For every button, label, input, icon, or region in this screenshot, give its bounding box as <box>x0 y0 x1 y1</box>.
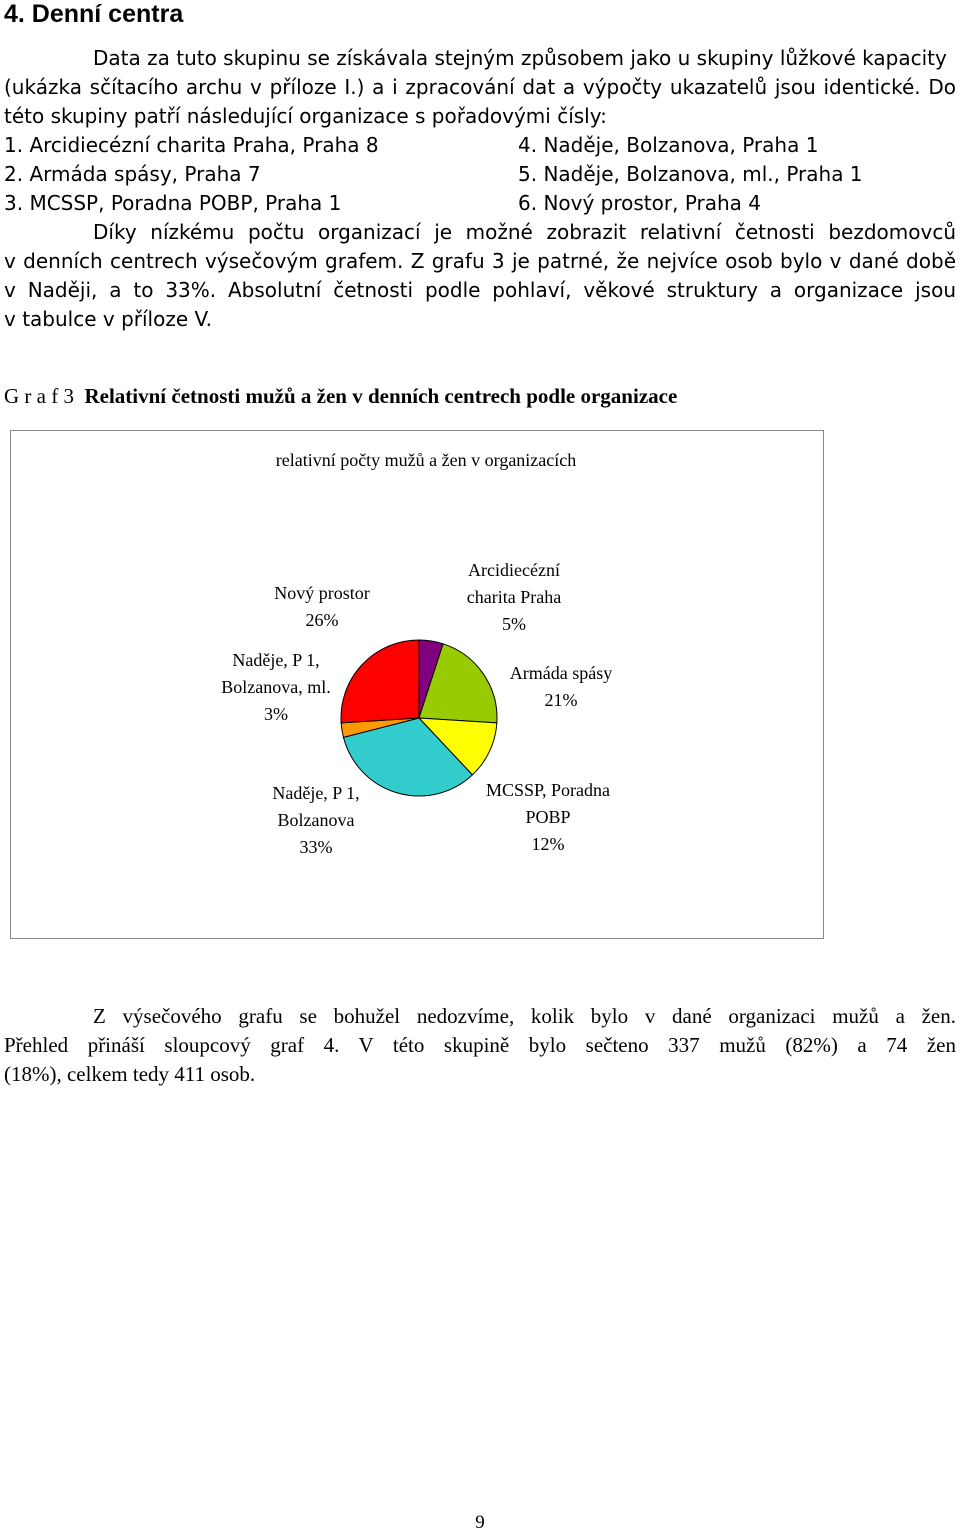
chart-title: relativní počty mužů a žen v organizacích <box>275 450 577 470</box>
org-item-1: 1. Arcidiecézní charita Praha, Praha 8 <box>4 133 379 157</box>
pie-chart-frame <box>10 430 824 939</box>
slice-label-6: Nový prostor 26% <box>274 583 370 630</box>
para3-line-1: Z výsečového grafu se bohužel nedozvíme, kolik bylo v dané organizaci mužů a žen. <box>93 1004 956 1028</box>
para2-line-3: v Naději, a to 33%. Absolutní četnosti podle pohlaví, věkové struktury a organizace jsou <box>4 278 956 302</box>
org-item-3: 3. MCSSP, Poradna POBP, Praha 1 <box>4 191 342 215</box>
slice-label-3: MCSSP, Poradna POBP 12% <box>485 780 611 854</box>
slice-label-1: Arcidiecézní charita Praha 5% <box>466 560 562 634</box>
intro-line-1: Data za tuto skupinu se získávala stejným způsobem jako u skupiny lůžkové kapacity <box>93 46 947 70</box>
org-item-6: 6. Nový prostor, Praha 4 <box>518 191 762 215</box>
section-heading: 4. Denní centra <box>4 0 184 28</box>
slice-label-5: Naděje, P 1, Bolzanova, ml. 3% <box>221 650 331 724</box>
para2-line-1: Díky nízkému počtu organizací je možné zobrazit relativní četnosti bezdomovců <box>93 220 956 244</box>
org-item-4: 4. Naděje, Bolzanova, Praha 1 <box>518 133 819 157</box>
page-number: 9 <box>475 1512 485 1533</box>
slice-label-2: Armáda spásy 21% <box>509 663 613 710</box>
intro-line-3: této skupiny patří následující organizace s pořadovými čísly: <box>4 104 607 128</box>
para3-line-3: (18%), celkem tedy 411 osob. <box>4 1062 256 1086</box>
para3-line-2: Přehled přináší sloupcový graf 4. V této skupině bylo sečteno 337 mužů (82%) a 74 žen <box>4 1033 956 1057</box>
figure-caption <box>4 384 677 409</box>
pie-slice-6 <box>341 640 419 723</box>
para2-line-4: v tabulce v příloze V. <box>4 307 212 331</box>
caption-prefix: G r a f 3 <box>4 384 74 408</box>
caption-text: Relativní četnosti mužů a žen v denních centrech podle organizace <box>84 384 678 408</box>
para2-line-2: v denních centrech výsečovým grafem. Z grafu 3 je patrné, že nejvíce osob bylo v dané době <box>4 249 956 273</box>
org-item-5: 5. Naděje, Bolzanova, ml., Praha 1 <box>518 162 863 186</box>
org-item-2: 2. Armáda spásy, Praha 7 <box>4 162 261 186</box>
slice-label-4: Naděje, P 1, Bolzanova 33% <box>272 783 360 857</box>
pie-chart <box>11 431 823 938</box>
intro-line-2: (ukázka sčítacího archu v příloze I.) a i zpracování dat a výpočty ukazatelů jsou identické. Do <box>4 75 956 99</box>
